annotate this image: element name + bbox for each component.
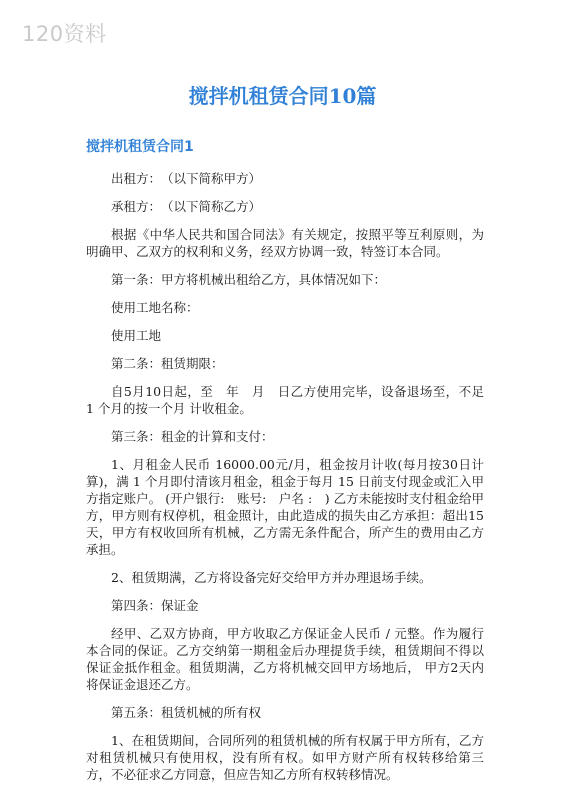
paragraph-article-5: 第五条：租赁机械的所有权 xyxy=(111,705,262,720)
document-title: 搅拌机租赁合同10篇 xyxy=(188,84,377,108)
paragraph-article-1: 第一条：甲方将机械出租给乙方，具体情况如下： xyxy=(111,272,387,287)
paragraph-deposit: 经甲、乙双方协商，甲方收取乙方保证金人民币 / 元整。作为履行本合同的保证。乙方交纳第一期租金后办理提货手续，租赁期间不得以保证金抵作租金。租赁期满，乙方将机械交回甲方场地后， 甲方2天内将保证金退还乙方。 xyxy=(86,626,484,692)
section-heading: 搅拌机租赁合同1 xyxy=(86,139,194,155)
watermark-logo: 120资料 xyxy=(22,22,107,46)
paragraph-lessee: 承租方： （以下简称乙方） xyxy=(111,199,262,214)
paragraph-ownership: 1、在租赁期间，合同所列的租赁机械的所有权属于甲方所有，乙方对租赁机械只有使用权，没有所有权。如甲方财产所有权转移给第三方，不必征求乙方同意，但应告知乙方所有权转移情况。 xyxy=(86,733,484,782)
paragraph-article-2: 第二条：租赁期限： xyxy=(111,356,224,371)
paragraph-lessor: 出租方： （以下简称甲方） xyxy=(111,171,262,186)
paragraph-site-name: 使用工地名称： xyxy=(111,300,199,315)
paragraph-lease-term: 自5月10日起，至 年 月 日乙方使用完毕，设备退场至，不足 1 个月的按一个月 计收租金。 xyxy=(86,384,488,416)
paragraph-return: 2、租赁期满，乙方将设备完好交给甲方并办理退场手续。 xyxy=(111,570,432,585)
paragraph-article-3: 第三条：租金的计算和支付： xyxy=(111,429,274,444)
paragraph-article-4: 第四条：保证金 xyxy=(111,598,199,613)
contract-body xyxy=(86,170,488,794)
paragraph-rent-payment: 1、月租金人民币 16000.00元/月，租金按月计收(每月按30日计算)，满 1 个月即付清该月租金，租金于每月 15 日前支付现金或汇入甲方指定账户。 (开户银行: 账号: 户名 : ) 乙方未能按时支付租金给甲方，甲方则有权停机，租金照计，由此造成的损失由乙方承担：超出15天，甲方有权收回所有机械，乙方需无条件配合，所产生的费用由乙方承担。 xyxy=(86,457,484,557)
paragraph-preamble: 根据《中华人民共和国合同法》有关规定，按照平等互利原则，为明确甲、乙双方的权利和义务，经双方协调一致，特签订本合同。 xyxy=(86,227,484,259)
paragraph-site: 使用工地 xyxy=(111,328,162,343)
